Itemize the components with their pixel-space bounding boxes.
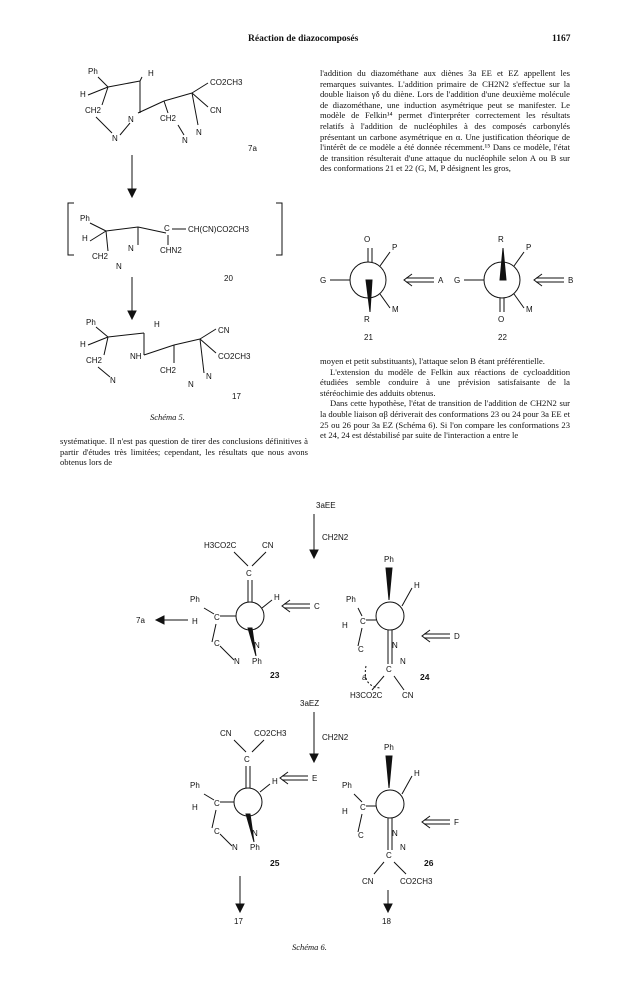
c-label: C bbox=[360, 617, 366, 626]
cn-label: CN bbox=[262, 541, 274, 550]
ph-label: Ph bbox=[88, 67, 98, 76]
r-label: R bbox=[498, 235, 504, 244]
o-label: O bbox=[498, 315, 505, 324]
h-label: H bbox=[192, 803, 198, 812]
conformation-23 bbox=[136, 541, 320, 680]
c-label: C bbox=[386, 665, 392, 674]
c-label: C bbox=[214, 613, 220, 622]
conformation-number-25: 25 bbox=[270, 858, 280, 868]
p-label: P bbox=[392, 243, 398, 252]
ch2-label: CH2 bbox=[92, 252, 109, 261]
n-label: N bbox=[116, 262, 122, 271]
o-label: O bbox=[364, 235, 371, 244]
compound-number-17: 17 bbox=[232, 392, 241, 401]
cn-label: CN bbox=[362, 877, 374, 886]
h-label: H bbox=[148, 69, 154, 78]
cn-label: CN bbox=[218, 326, 230, 335]
g-label: G bbox=[320, 276, 327, 285]
product-7a: 7a bbox=[136, 616, 145, 625]
n-label: N bbox=[112, 134, 118, 143]
left-paragraph: systématique. Il n'est pas question de tirer des conclusions définitives à partir d'études très limitées; cependant, les résultats que nous avons obtenus lors de bbox=[60, 436, 308, 468]
h-label: H bbox=[414, 769, 420, 778]
c-label: C bbox=[360, 803, 366, 812]
right-column-lower bbox=[320, 356, 570, 441]
h-label: H bbox=[414, 581, 420, 590]
n-label: N bbox=[392, 641, 398, 650]
scheme-5-caption: Schéma 5. bbox=[150, 412, 185, 422]
c-label: C bbox=[214, 639, 220, 648]
c-label: C bbox=[214, 799, 220, 808]
c-label: C bbox=[214, 827, 220, 836]
h-label: H bbox=[80, 340, 86, 349]
product-17: 17 bbox=[234, 917, 243, 926]
m-label: M bbox=[526, 305, 533, 314]
co2ch3-label: CO2CH3 bbox=[218, 352, 251, 361]
co2ch3-label: CO2CH3 bbox=[400, 877, 433, 886]
ph-label: Ph bbox=[250, 843, 260, 852]
page-number: 1167 bbox=[552, 34, 571, 44]
n-label: N bbox=[206, 372, 212, 381]
product-18: 18 bbox=[382, 917, 391, 926]
n-label: N bbox=[234, 657, 240, 666]
ch2-label: CH2 bbox=[85, 106, 102, 115]
c-label: C bbox=[244, 755, 250, 764]
n-label: N bbox=[110, 376, 116, 385]
conformation-number-23: 23 bbox=[270, 670, 280, 680]
h-label: H bbox=[272, 777, 278, 786]
compound-20 bbox=[68, 203, 282, 283]
n-label: N bbox=[196, 128, 202, 137]
conformation-26 bbox=[342, 743, 459, 926]
scheme-6-caption: Schéma 6. bbox=[292, 942, 327, 952]
n-label: N bbox=[252, 829, 258, 838]
n-label: N bbox=[182, 136, 188, 145]
scheme-6 bbox=[130, 496, 510, 936]
ph-label: Ph bbox=[80, 214, 90, 223]
chn2-label: CHN2 bbox=[160, 246, 182, 255]
reagent-3aee: 3aEE bbox=[316, 501, 336, 510]
right-paragraph-3: L'extension du modèle de Felkin aux réactions de cycloaddition étudiées semble conduire à une prévision satisfaisante de la stéréochimie des adduits obtenus. bbox=[320, 366, 570, 398]
h-label: H bbox=[192, 617, 198, 626]
attack-arrow-d: D bbox=[454, 632, 460, 641]
n-label: N bbox=[128, 115, 134, 124]
h-label: H bbox=[154, 320, 160, 329]
ph-label: Ph bbox=[346, 595, 356, 604]
ph-label: Ph bbox=[252, 657, 262, 666]
ch2-label: CH2 bbox=[160, 366, 177, 375]
n-label: N bbox=[400, 843, 406, 852]
n-label: N bbox=[400, 657, 406, 666]
h-label: H bbox=[80, 90, 86, 99]
ph-label: Ph bbox=[190, 781, 200, 790]
nh-label: NH bbox=[130, 352, 142, 361]
compound-17 bbox=[80, 318, 251, 401]
cn-label: CN bbox=[220, 729, 232, 738]
ch2n2-label: CH2N2 bbox=[322, 733, 349, 742]
p-label: P bbox=[526, 243, 532, 252]
left-column-text bbox=[60, 436, 308, 468]
a-label: A bbox=[438, 276, 444, 285]
interaction-a-label: a bbox=[362, 673, 367, 682]
c-label: C bbox=[164, 224, 170, 233]
c-label: C bbox=[386, 851, 392, 860]
co2ch3-label: CO2CH3 bbox=[254, 729, 287, 738]
newman-projections bbox=[320, 228, 580, 348]
n-label: N bbox=[254, 641, 260, 650]
ph-label: Ph bbox=[190, 595, 200, 604]
h3co2c-label: H3CO2C bbox=[204, 541, 237, 550]
conformation-24 bbox=[342, 555, 460, 700]
attack-arrow-e: E bbox=[312, 774, 318, 783]
compound-number-20: 20 bbox=[224, 274, 233, 283]
ph-label: Ph bbox=[384, 743, 394, 752]
h-label: H bbox=[82, 234, 88, 243]
h-label: H bbox=[342, 621, 348, 630]
n-label: N bbox=[232, 843, 238, 852]
reagent-3aez: 3aEZ bbox=[300, 699, 320, 708]
right-column-upper bbox=[320, 68, 570, 174]
ph-label: Ph bbox=[86, 318, 96, 327]
r-label: R bbox=[364, 315, 370, 324]
c-label: C bbox=[358, 645, 364, 654]
conformation-25 bbox=[190, 729, 317, 926]
attack-arrow-f: F bbox=[454, 818, 459, 827]
h-label: H bbox=[274, 593, 280, 602]
ph-label: Ph bbox=[384, 555, 394, 564]
n-label: N bbox=[128, 244, 134, 253]
substituent-label: CH(CN)CO2CH3 bbox=[188, 225, 249, 234]
compound-number-7a: 7a bbox=[248, 144, 257, 153]
conformation-22 bbox=[454, 235, 573, 342]
n-label: N bbox=[188, 380, 194, 389]
c-label: C bbox=[358, 831, 364, 840]
compound-7a bbox=[80, 67, 257, 153]
attack-arrow-c: C bbox=[314, 602, 320, 611]
conformation-21 bbox=[320, 235, 444, 342]
co2ch3-label: CO2CH3 bbox=[210, 78, 243, 87]
conformation-number-21: 21 bbox=[364, 333, 373, 342]
c-label: C bbox=[246, 569, 252, 578]
h3co2c-label: H3CO2C bbox=[350, 691, 383, 700]
conformation-number-22: 22 bbox=[498, 333, 507, 342]
ch2n2-label: CH2N2 bbox=[322, 533, 349, 542]
cn-label: CN bbox=[210, 106, 222, 115]
h-label: H bbox=[342, 807, 348, 816]
ch2-label: CH2 bbox=[160, 114, 177, 123]
b-label: B bbox=[568, 276, 574, 285]
conformation-number-24: 24 bbox=[420, 672, 430, 682]
m-label: M bbox=[392, 305, 399, 314]
right-paragraph-2: moyen et petit substituants), l'attaque selon B étant préférentielle. bbox=[320, 356, 545, 366]
right-paragraph-1: l'addition du diazométhane aux diènes 3a EE et EZ appellent les remarques suivantes. L'addition primaire de CH2N2 s'effectue sur la double liaison γδ du diène. Lors de l'addition d'une deuxième molécule de diazométhane, une induction asymétrique peut se manifester. Le modèle de Felkin¹⁴ permet d'interpréter correctement les résultats relatifs à l'addition de nucléophiles à des composés carbonylés présentant un carbone asymétrique en α. Une justification théorique de l'intérêt de ce modèle a été donnée récemment.¹⁵ Dans ce modèle, l'état de transition résulterait d'une attaque du nucléophile selon A ou B sur des conformations 21 et 22 (G, M, P désignent les gros, bbox=[320, 68, 570, 174]
cn-label: CN bbox=[402, 691, 414, 700]
right-paragraph-4: Dans cette hypothèse, l'état de transition de l'addition de CH2N2 sur la double liaison αβ dériverait des conformations 23 ou 24 pour 3a EE et 25 ou 26 pour 3a EZ (Schéma 6). Si l'on compare les conformations 23 et 24, 24 est déstabilisé par suite de l'interaction a entre le bbox=[320, 398, 570, 441]
ph-label: Ph bbox=[342, 781, 352, 790]
g-label: G bbox=[454, 276, 461, 285]
ch2-label: CH2 bbox=[86, 356, 103, 365]
conformation-number-26: 26 bbox=[424, 858, 434, 868]
n-label: N bbox=[392, 829, 398, 838]
running-title: Réaction de diazocomposés bbox=[248, 34, 359, 44]
scheme-5 bbox=[60, 55, 325, 405]
